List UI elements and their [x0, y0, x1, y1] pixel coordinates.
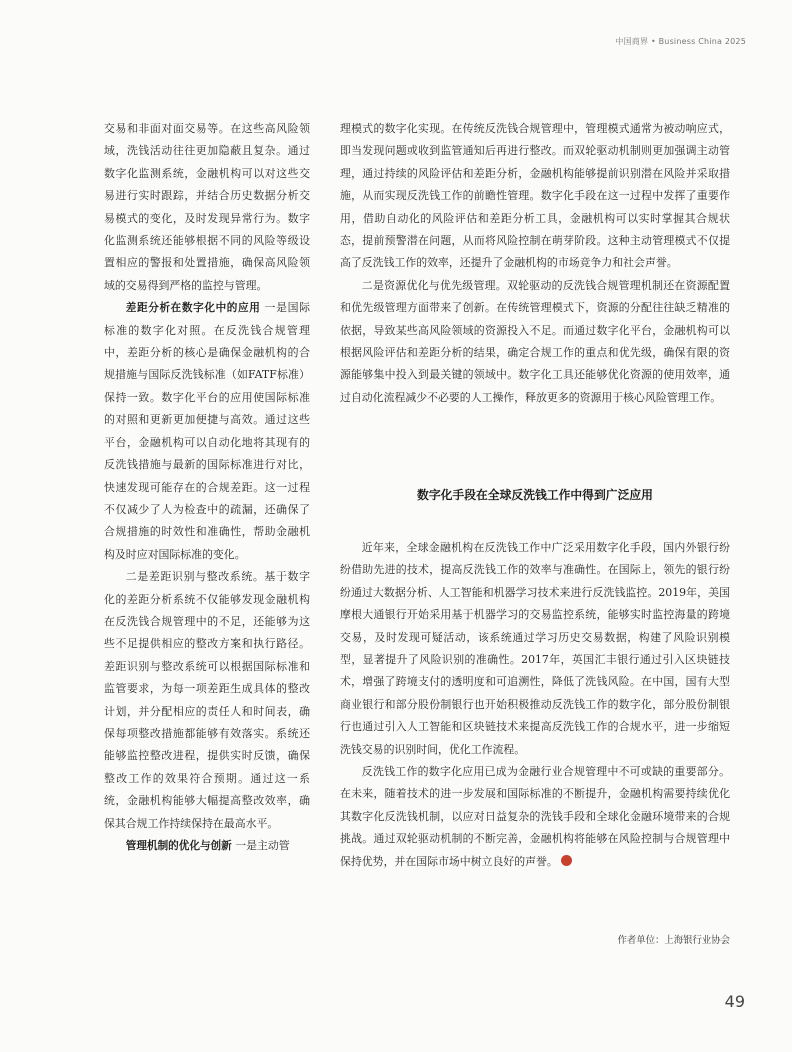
- author-affiliation: 作者单位：上海银行业协会: [617, 935, 730, 946]
- body-paragraph: [104, 297, 310, 566]
- body-paragraph: 交易和非面对面交易等。在这些高风险领域，洗钱活动往往更加隐蔽且复杂。通过数字化监测系统，金融机构可以对这些交易进行实时跟踪，并结合历史数据分析交易模式的变化，及时发现异常行为。数字化监测系统还能够根据不同的风险等级设置相应的警报和处置措施，确保高风险领域的交易得到严格的监控与管理。: [104, 122, 310, 292]
- page-number: 49: [724, 992, 745, 1011]
- end-mark-icon: [561, 855, 572, 866]
- body-paragraph: 近年来，全球金融机构在反洗钱工作中广泛采用数字化手段，国内外银行纷纷借助先进的技术，提高反洗钱工作的效率与准确性。在国际上，领先的银行纷纷通过大数据分析、人工智能和机器学习技术来进行反洗钱监控。2019年，美国摩根大通银行开始采用基于机器学习的交易监控系统，能够实时监控海量的跨境交易，及时发现可疑活动，该系统通过学习历史交易数据，构建了风险识别模型，显著提升了风险识别的准确性。2017年，英国汇丰银行通过引入区块链技术，增强了跨境支付的透明度和可追溯性，降低了洗钱风险。在中国，国有大型商业银行和部分股份制银行也开始积极推动反洗钱工作的数字化，部分股份制银行也通过引入人工智能和区块链技术来提高反洗钱工作的合规水平，进一步缩短洗钱交易的识别时间，优化工作流程。: [340, 541, 730, 756]
- body-paragraph: [340, 761, 730, 873]
- body-paragraph: 理模式的数字化实现。在传统反洗钱合规管理中，管理模式通常为被动响应式，即当发现问题或收到监管通知后再进行整改。而双轮驱动机制则更加强调主动管理，通过持续的风险评估和差距分析，金融机构能够提前识别潜在风险并采取措施，从而实现反洗钱工作的前瞻性管理。数字化手段在这一过程中发挥了重要作用，借助自动化的风险评估和差距分析工具，金融机构可以实时掌握其合规状态，提前预警潜在问题，从而将风险控制在萌芽阶段。这种主动管理模式不仅提高了反洗钱工作的效率，还提升了金融机构的市场竞争力和社会声誉。: [340, 122, 730, 270]
- left-column: [104, 118, 310, 857]
- paragraph-text: 一是国际标准的数字化对照。在反洗钱合规管理中，差距分析的核心是确保金融机构的合规措施与国际反洗钱标准（如FATF标准）保持一致。数字化平台的应用使国际标准的对照和更新更加便捷与高效。通过这些平台，金融机构可以自动化地将其现有的反洗钱措施与最新的国际标准进行对比，快速发现可能存在的合规差距。这一过程不仅减少了人为检查中的疏漏，还确保了合规措施的时效性和准确性，帮助金融机构及时应对国际标准的变化。: [104, 301, 311, 561]
- section-lead: 差距分析在数字化中的应用: [125, 302, 261, 315]
- paragraph-text: 反洗钱工作的数字化应用已成为金融行业合规管理中不可或缺的重要部分。在未来，随着技术的进一步发展和国际标准的不断提升，金融机构需要持续优化其数字化反洗钱机制，以应对日益复杂的洗钱手段和全球化金融环境带来的合规挑战。通过双轮驱动机制的不断完善，金融机构将能够在风险控制与合规管理中保持优势，并在国际市场中树立良好的声誉。: [340, 765, 730, 868]
- body-paragraph: 二是资源优化与优先级管理。双轮驱动的反洗钱合规管理机制还在资源配置和优先级管理方面带来了创新。在传统管理模式下，资源的分配往往缺乏精准的依据，导致某些高风险领域的资源投入不足。而通过数字化平台，金融机构可以根据风险评估和差距分析的结果，确定合规工作的重点和优先级，确保有限的资源能够集中投入到最关键的领域中。数字化工具还能够优化资源的使用效率，通过自动化流程减少不必要的人工操作，释放更多的资源用于核心风险管理工作。: [340, 278, 730, 404]
- body-paragraph: [104, 835, 310, 857]
- section-heading: 数字化手段在全球反洗钱工作中得到广泛应用: [417, 488, 653, 502]
- paragraph-text: 一是主动管: [231, 839, 290, 852]
- running-header: 中国商界 • Business China 2025: [615, 37, 746, 46]
- right-column-top: [340, 118, 730, 409]
- section-lead: 管理机制的优化与创新: [125, 840, 232, 852]
- right-column-bottom: [340, 537, 730, 873]
- body-paragraph: 二是差距识别与整改系统。基于数字化的差距分析系统不仅能够发现金融机构在反洗钱合规管理中的不足，还能够为这些不足提供相应的整改方案和执行路径。差距识别与整改系统可以根据国际标准和监管要求，为每一项差距生成具体的整改计划，并分配相应的责任人和时间表，确保每项整改措施都能够有效落实。系统还能够监控整改进程，提供实时反馈，确保整改工作的效果符合预期。通过这一系统，金融机构能够大幅提高整改效率，确保其合规工作持续保持在最高水平。: [104, 570, 310, 830]
